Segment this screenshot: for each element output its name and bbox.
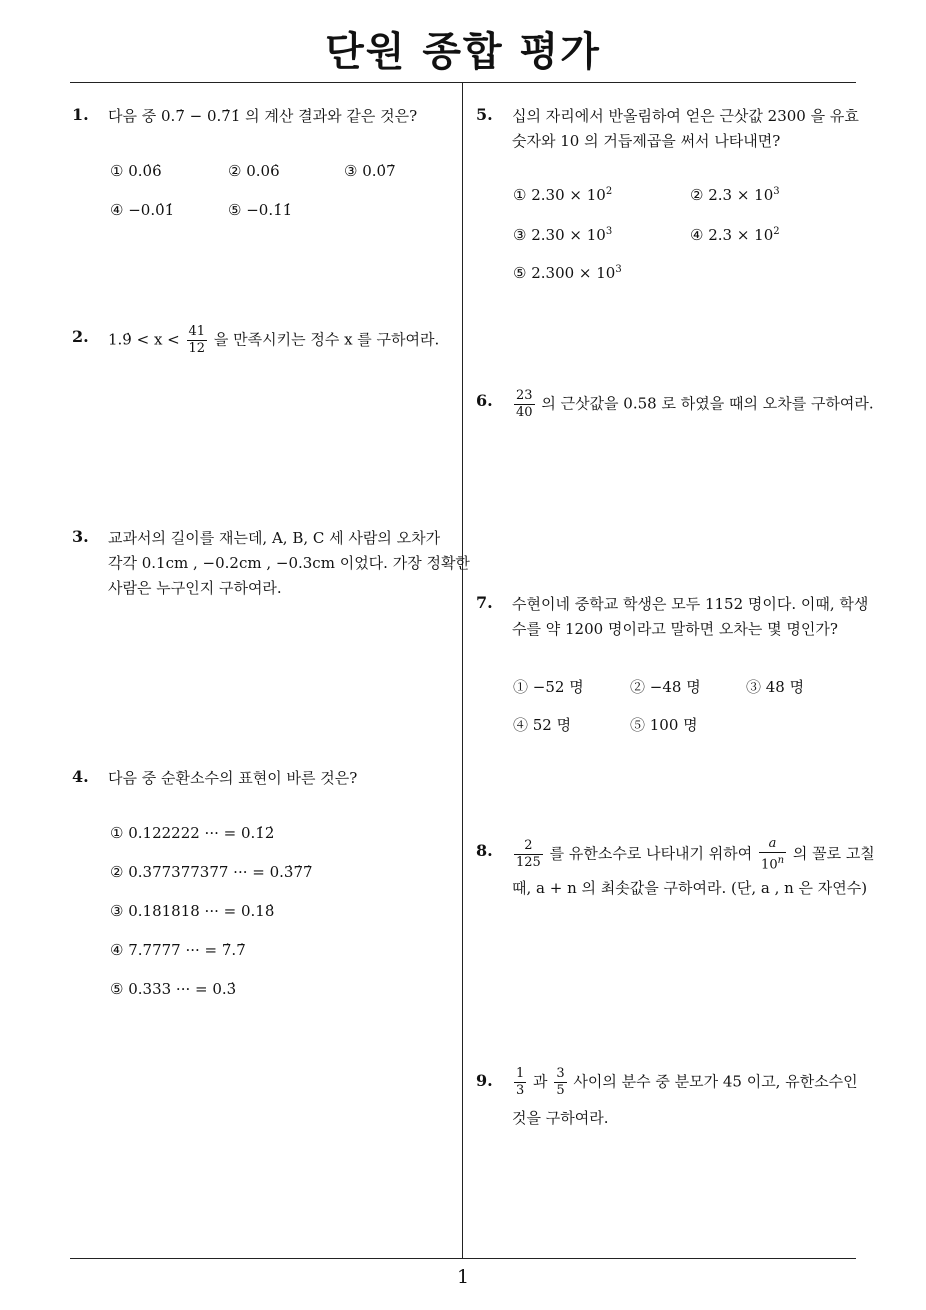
bottom-divider — [70, 1258, 856, 1259]
column-divider — [462, 83, 463, 1258]
fraction-numerator: 23 — [516, 388, 533, 403]
question-suffix: 의 근삿값을 0.58 로 하였을 때의 오차를 구하여라. — [536, 394, 874, 413]
question-number: 6. — [476, 391, 493, 410]
option-4[interactable]: ④ 7.7777 ··· = 7̇.7̇ — [110, 941, 246, 959]
option-5[interactable]: ⑤ −0.1̇1̇ — [228, 201, 293, 219]
question-line: 각각 0.1cm , −0.2cm , −0.3cm 이었다. 가장 정확한 — [108, 554, 470, 572]
option-1[interactable]: ① 0.122222 ··· = 0.1̇2̇ — [110, 824, 275, 842]
question-number: 4. — [72, 767, 89, 786]
question-number: 8. — [476, 841, 493, 860]
option-label: ③ 2.30 × 10 — [513, 226, 606, 244]
fraction-numerator: 1 — [516, 1066, 525, 1081]
fraction-numerator: 2 — [514, 838, 543, 855]
option-2[interactable]: ② −48 명 — [630, 678, 701, 696]
question-number: 2. — [72, 327, 89, 346]
option-1[interactable]: ① −52 명 — [513, 678, 584, 696]
fraction — [514, 1066, 526, 1099]
option-3[interactable]: ③ 48 명 — [746, 678, 805, 696]
question-text: 다음 중 0.7̇ − 0.7̇1̇ 의 계산 결과와 같은 것은? — [108, 107, 418, 125]
fraction — [514, 388, 535, 421]
option-2[interactable]: ② 0.377377377 ··· = 0.3̇7̇7̇ — [110, 863, 313, 881]
fraction-denominator: 125 — [516, 855, 541, 871]
question-text: 다음 중 순환소수의 표현이 바른 것은? — [108, 769, 358, 787]
fraction-denominator: 3 — [516, 1083, 525, 1098]
question-line: 숫자와 10 의 거듭제곱을 써서 나타내면? — [512, 132, 781, 150]
fraction-numerator: a — [759, 836, 786, 853]
fraction-denominator: 40 — [516, 405, 533, 420]
option-4[interactable] — [690, 226, 780, 244]
option-3[interactable]: ③ 0.0̇7̇ — [344, 162, 396, 180]
page-title: 단원 종합 평가 — [325, 29, 601, 75]
power-base: 10 — [761, 857, 778, 873]
question-line: 때, a + n 의 최솟값을 구하여라. (단, a , n 은 자연수) — [512, 879, 868, 897]
option-label: ⑤ 2.300 × 10 — [513, 264, 616, 282]
fraction — [759, 836, 786, 873]
fraction — [187, 324, 208, 357]
option-label: ① 2.30 × 10 — [513, 186, 606, 204]
option-3[interactable] — [513, 226, 612, 244]
option-5[interactable]: ⑤ 100 명 — [630, 716, 698, 734]
option-exponent: 2 — [773, 226, 780, 237]
option-exponent: 3 — [605, 226, 613, 237]
option-1[interactable] — [513, 186, 612, 204]
option-exponent: 3 — [773, 186, 780, 197]
fraction — [554, 1066, 566, 1099]
option-4[interactable]: ④ −0.0̇1̇ — [110, 201, 175, 219]
question-text — [108, 526, 470, 601]
option-5[interactable]: ⑤ 0.333 ··· = 0.3̇ — [110, 980, 237, 998]
option-2[interactable]: ② 0.06̇ — [228, 162, 280, 180]
fraction-numerator: 41 — [188, 324, 206, 339]
question-end: 의 꼴로 고칠 — [788, 844, 875, 863]
question-number: 7. — [476, 593, 493, 612]
top-divider — [70, 82, 856, 83]
question-text — [512, 104, 859, 154]
question-suffix: 을 만족시키는 정수 x 를 구하여라. — [209, 330, 440, 349]
option-3[interactable]: ③ 0.181818 ··· = 0.18̇ — [110, 902, 275, 920]
fraction — [514, 838, 543, 871]
question-end: 사이의 분수 중 분모가 45 이고, 유한소수인 — [568, 1072, 858, 1091]
question-line: 교과서의 길이를 재는데, A, B, C 세 사람의 오차가 — [108, 529, 441, 547]
question-number: 5. — [476, 105, 493, 124]
question-number: 1. — [72, 105, 89, 124]
question-line: 것을 구하여라. — [512, 1109, 609, 1127]
option-2[interactable] — [690, 186, 780, 204]
question-line: 사람은 누구인지 구하여라. — [108, 579, 282, 597]
fraction-denominator: 12 — [188, 341, 206, 356]
question-text — [512, 836, 875, 873]
question-text — [108, 324, 439, 357]
question-text — [512, 1066, 858, 1099]
question-line: 십의 자리에서 반올림하여 얻은 근삿값 2300 을 유효 — [512, 107, 859, 125]
option-exponent: 2 — [605, 186, 613, 197]
option-1[interactable]: ① 0.0̇6̇ — [110, 162, 162, 180]
power-exponent: n — [777, 855, 785, 866]
inequality-left: 1.9̇ < x < — [108, 330, 185, 349]
question-middle: 과 — [528, 1072, 553, 1091]
option-exponent: 3 — [615, 264, 622, 275]
question-number: 9. — [476, 1071, 493, 1090]
option-5[interactable] — [513, 264, 622, 282]
question-text — [512, 592, 868, 642]
question-line: 수를 약 1200 명이라고 말하면 오차는 몇 명인가? — [512, 620, 838, 638]
question-middle: 를 유한소수로 나타내기 위하여 — [544, 844, 758, 863]
fraction-denominator: 5 — [556, 1083, 565, 1098]
question-number: 3. — [72, 527, 89, 546]
option-label: ④ 2.3 × 10 — [690, 226, 774, 244]
question-line: 수현이네 중학교 학생은 모두 1152 명이다. 이때, 학생 — [512, 595, 869, 613]
question-text — [512, 388, 874, 421]
option-4[interactable]: ④ 52 명 — [513, 716, 572, 734]
fraction-denominator — [759, 853, 786, 873]
page-number: 1 — [456, 1266, 470, 1288]
fraction-numerator: 3 — [556, 1066, 565, 1081]
option-label: ② 2.3 × 10 — [690, 186, 774, 204]
